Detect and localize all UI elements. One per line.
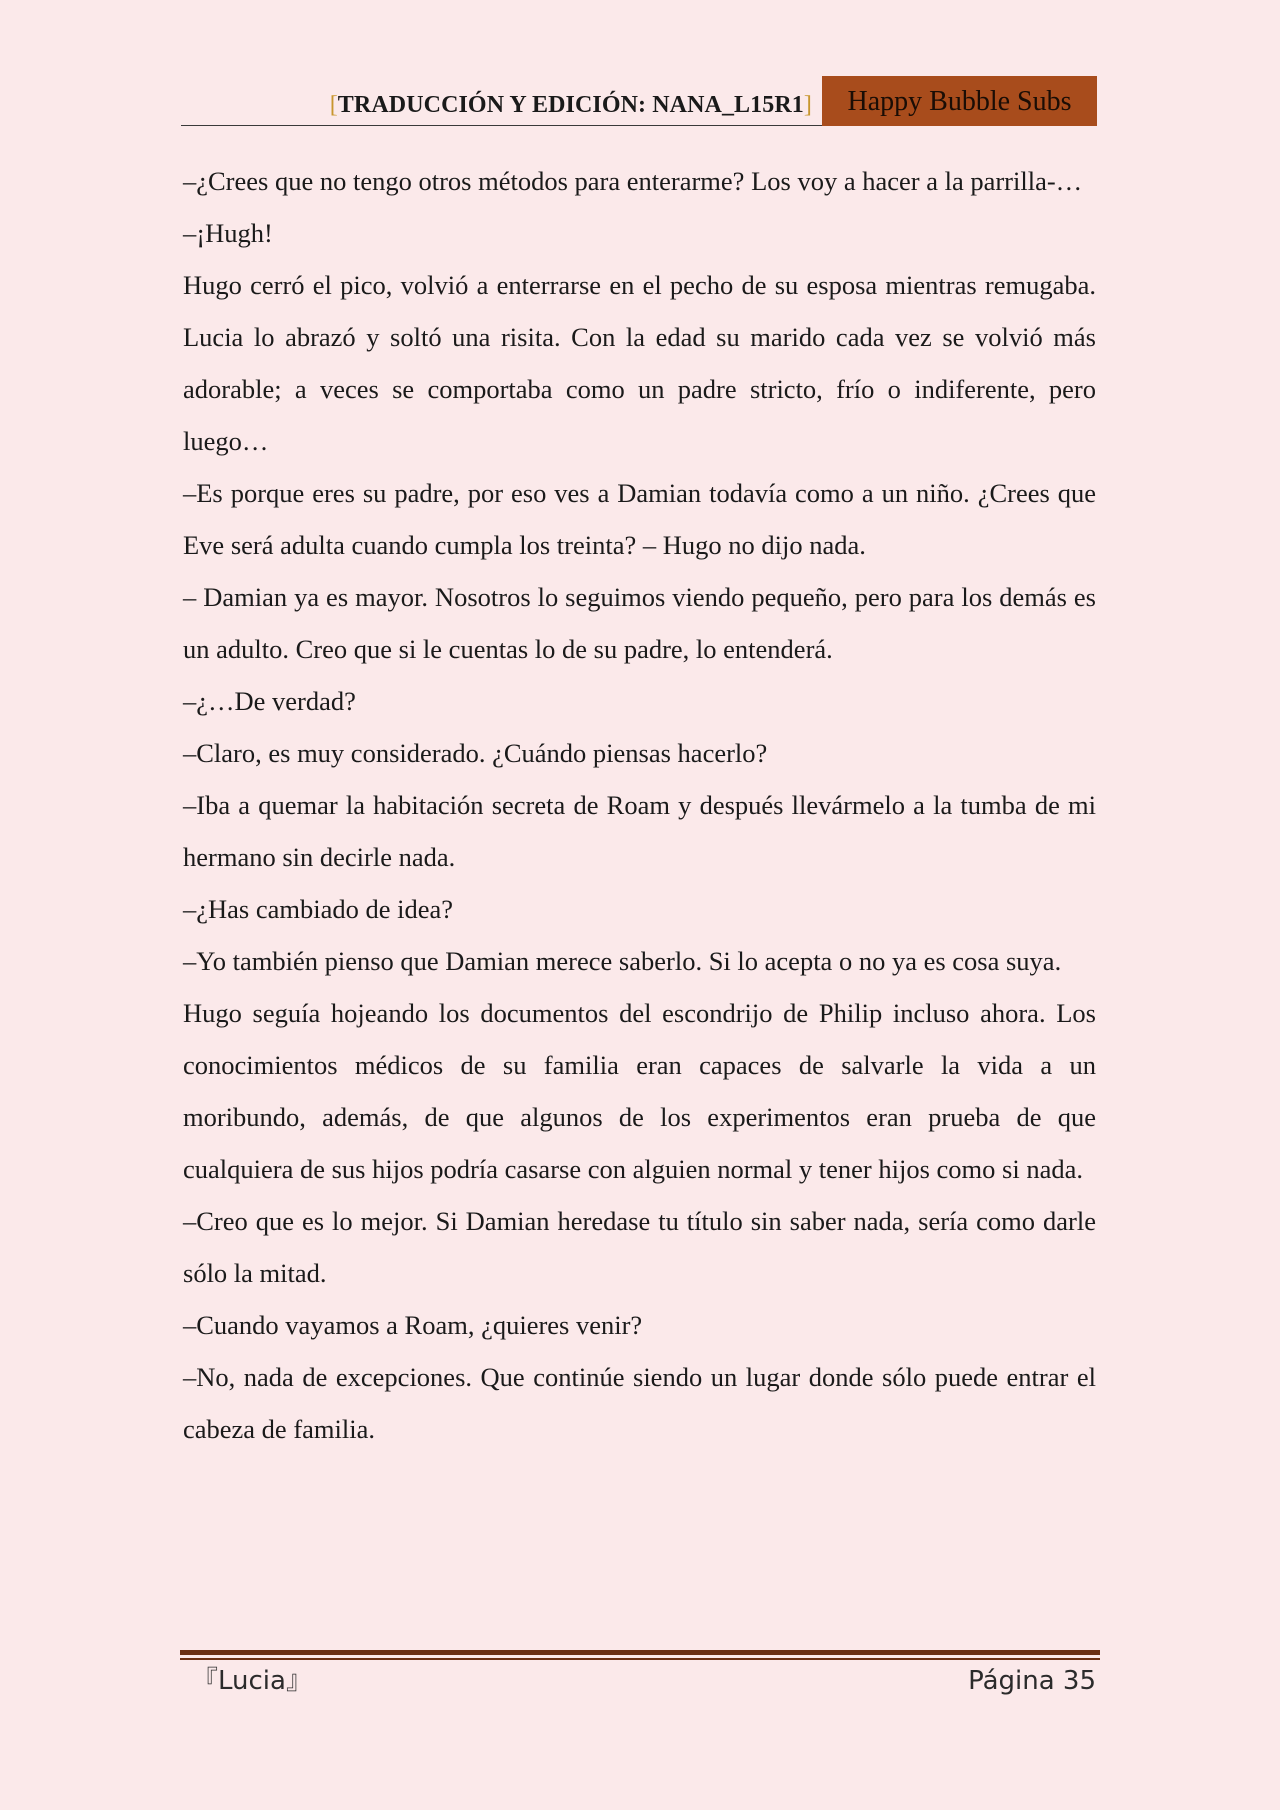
paragraph: –Creo que es lo mejor. Si Damian heredase tu título sin saber nada, sería como darle sólo la mitad.: [183, 1206, 1096, 1288]
paragraph: –¿Has cambiado de idea?: [183, 894, 454, 924]
paragraph: –¿…De verdad?: [183, 686, 356, 716]
page-header: [181, 76, 1097, 126]
translation-credit: [181, 76, 822, 126]
paragraph: –Cuando vayamos a Roam, ¿quieres venir?: [183, 1310, 643, 1340]
paragraph: Hugo cerró el pico, volvió a enterrarse en el pecho de su esposa mientras remugaba. Lucia lo abrazó y soltó una risita. Con la edad su marido cada vez se volvió más adorable; a veces se comportaba como un padre stricto, frío o indiferente, pero luego…: [183, 270, 1096, 456]
paragraph: –No, nada de excepciones. Que continúe siendo un lugar donde sólo puede entrar el cabeza de familia.: [183, 1362, 1096, 1444]
credit-bracket-close: ]: [803, 92, 812, 118]
page-body: [183, 155, 1096, 1455]
paragraph: Hugo seguía hojeando los documentos del escondrijo de Philip incluso ahora. Los conocimientos médicos de su familia eran capaces de salvarle la vida a un moribundo, además, de que algunos de los experimentos eran prueba de que cualquiera de sus hijos podría casarse con alguien normal y tener hijos como si nada.: [183, 998, 1096, 1184]
footer-divider-thin: [180, 1658, 1100, 1660]
paragraph: –Iba a quemar la habitación secreta de Roam y después llevármelo a la tumba de mi hermano sin decirle nada.: [183, 790, 1096, 872]
credit-text: TRADUCCIÓN Y EDICIÓN: NANA_L15R1: [337, 92, 804, 118]
paragraph: –¿Crees que no tengo otros métodos para enterarme? Los voy a hacer a la parrilla-…: [183, 166, 1083, 196]
group-name-badge: Happy Bubble Subs: [822, 76, 1097, 126]
paragraph: –¡Hugh!: [183, 218, 273, 248]
credit-bracket-open: [: [329, 92, 338, 118]
paragraph: –Es porque eres su padre, por eso ves a Damian todavía como a un niño. ¿Crees que Eve será adulta cuando cumpla los treinta? – Hugo no dijo nada.: [183, 478, 1096, 560]
book-title: 『Lucia』: [192, 1666, 312, 1696]
paragraph: –Claro, es muy considerado. ¿Cuándo piensas hacerlo?: [183, 738, 768, 768]
paragraph: – Damian ya es mayor. Nosotros lo seguimos viendo pequeño, pero para los demás es un adulto. Creo que si le cuentas lo de su padre, lo entenderá.: [183, 582, 1096, 664]
paragraph: –Yo también pienso que Damian merece saberlo. Si lo acepta o no ya es cosa suya.: [183, 946, 1062, 976]
footer-divider-thick: [180, 1650, 1100, 1655]
page-number: Página 35: [968, 1666, 1096, 1696]
